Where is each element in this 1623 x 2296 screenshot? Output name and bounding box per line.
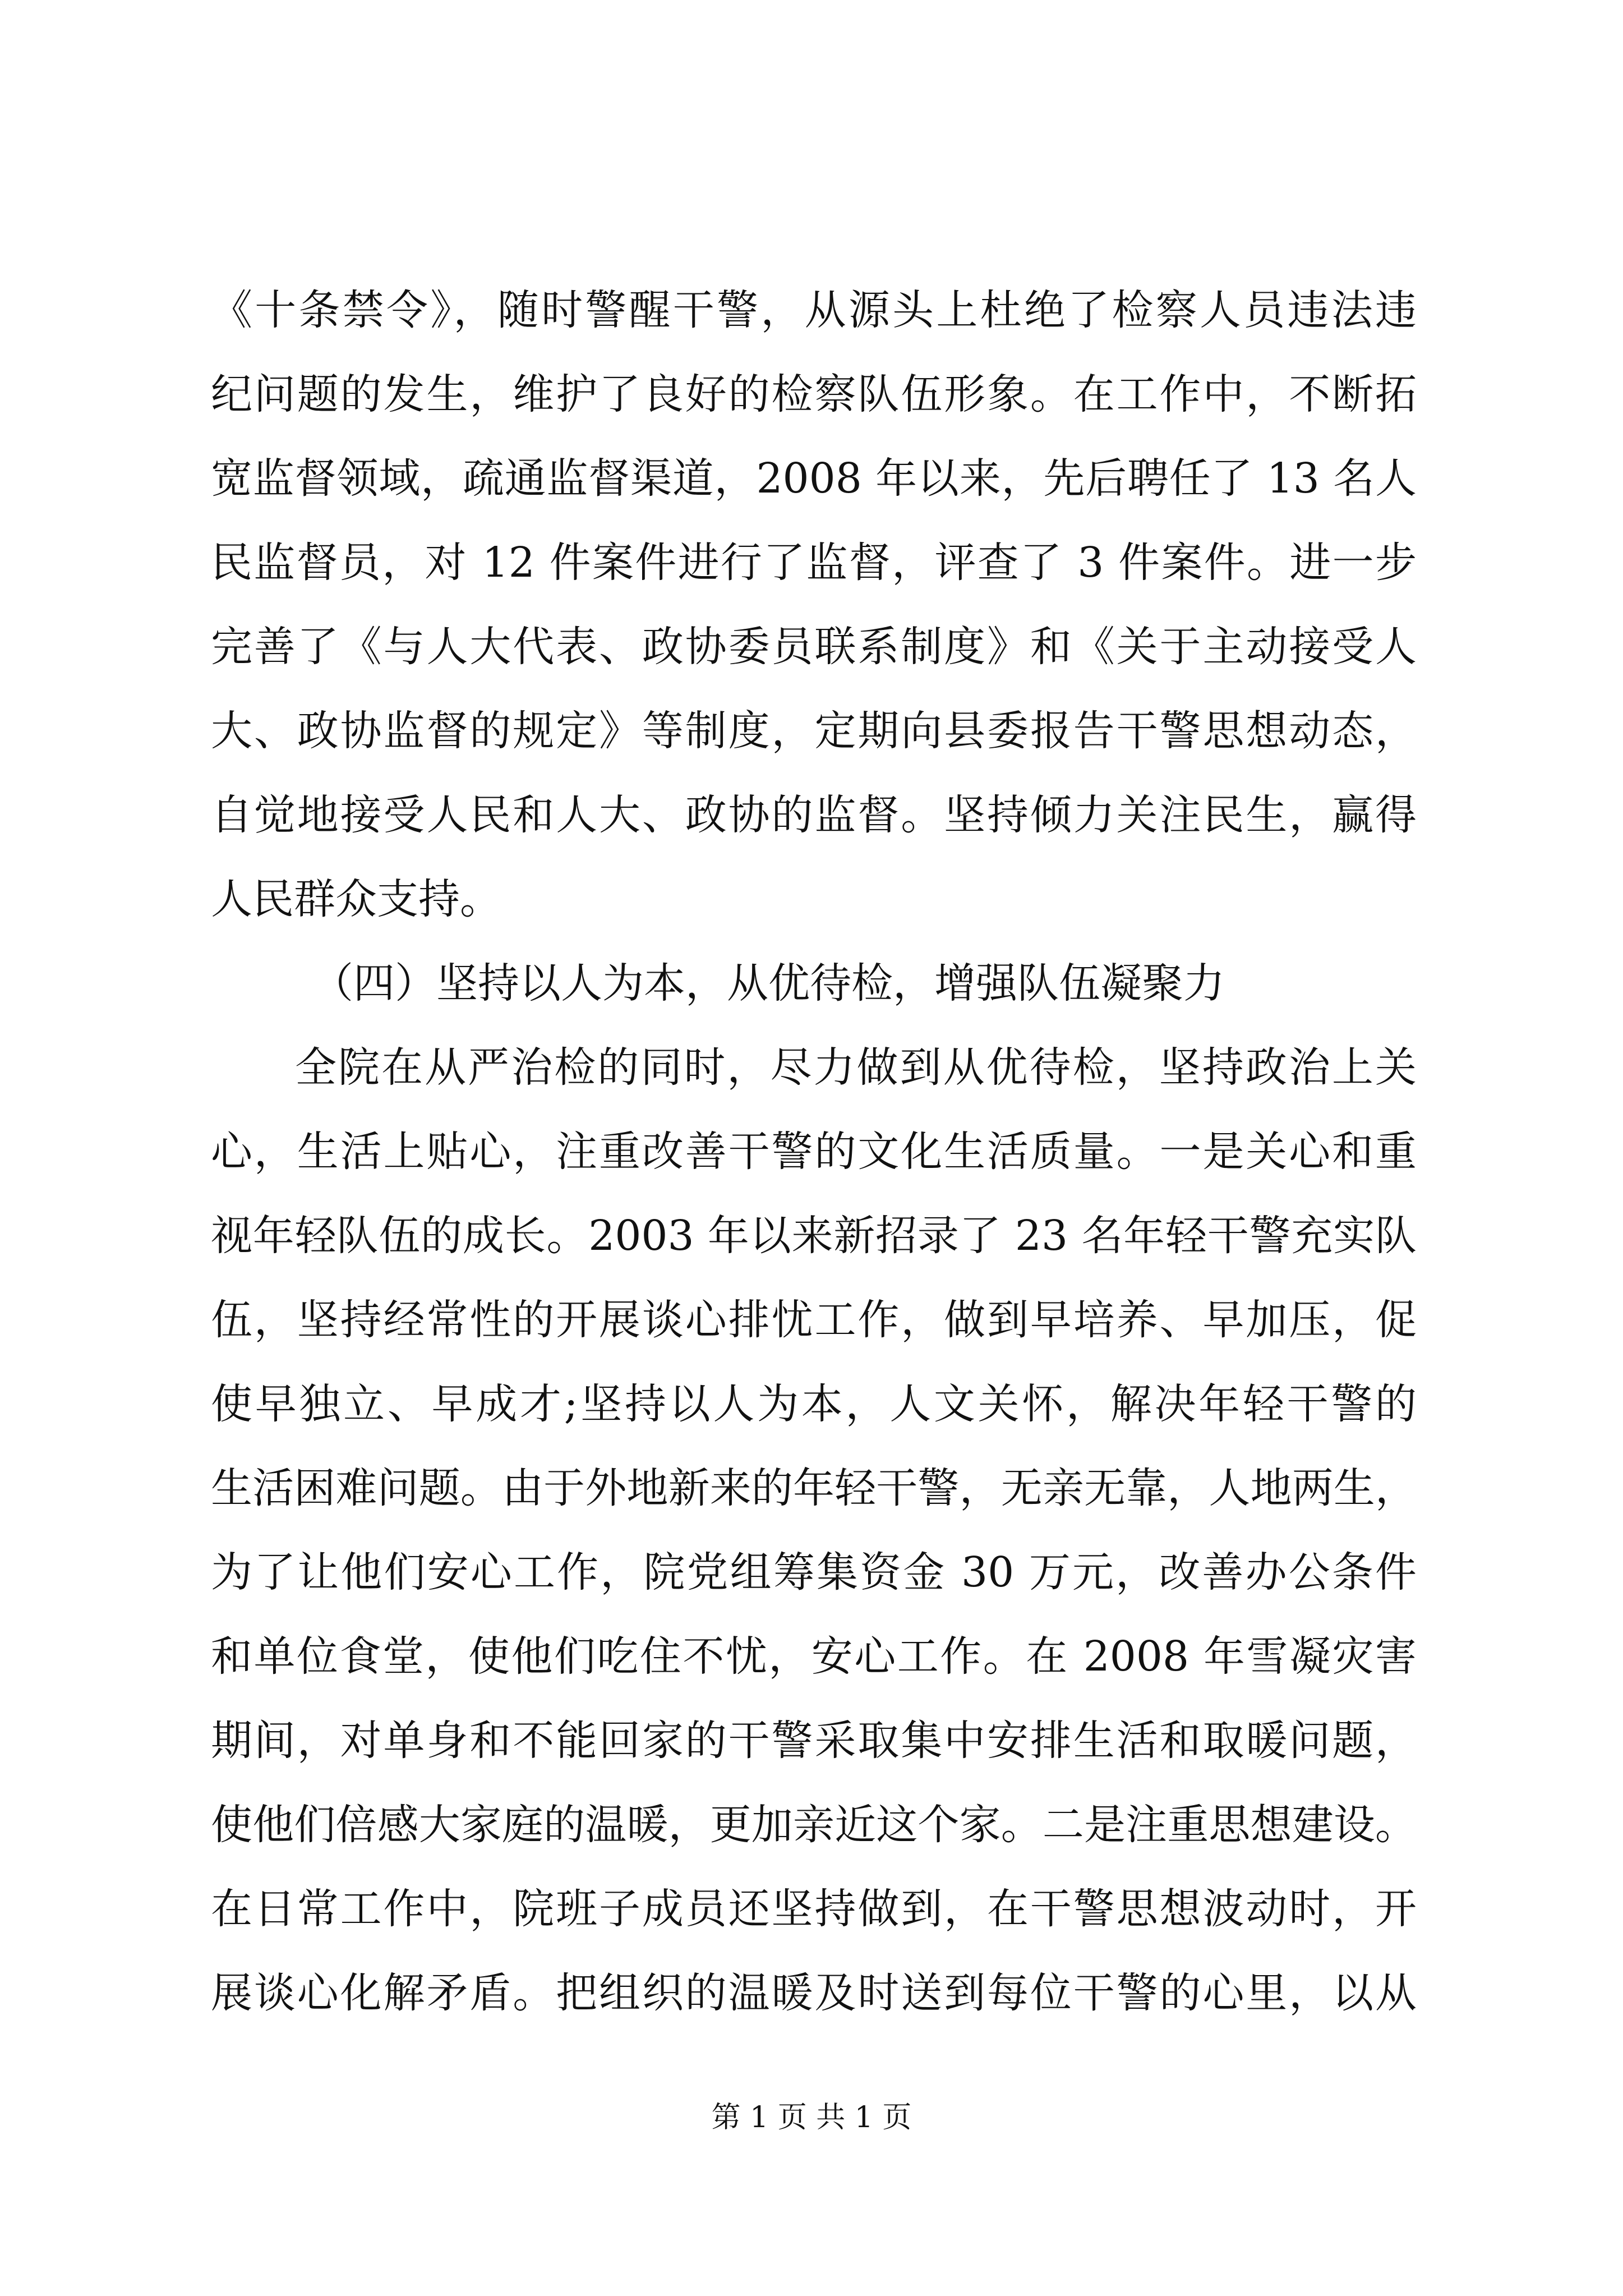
text-line: 在日常工作中，院班子成员还坚持做到，在干警思想波动时，开 [211, 1885, 1417, 1933]
text-line: 伍，坚持经常性的开展谈心排忧工作，做到早培养、早加压，促 [211, 1296, 1417, 1344]
section-heading: （四）坚持以人为本，从优待检，增强队伍凝聚力 [312, 959, 1225, 1007]
text-line: 和单位食堂，使他们吃住不忧，安心工作。在 2008 年雪凝灾害 [211, 1632, 1417, 1681]
paragraph-start-line: 全院在从严治检的同时，尽力做到从优待检，坚持政治上关 [295, 1043, 1417, 1092]
text-line: 大、政协监督的规定》等制度，定期向县委报告干警思想动态， [211, 707, 1417, 755]
text-line: 视年轻队伍的成长。2003 年以来新招录了 23 名年轻干警充实队 [211, 1212, 1417, 1260]
text-line: 使早独立、早成才;坚持以人为本，人文关怀，解决年轻干警的 [211, 1380, 1417, 1428]
text-line: 民监督员，对 12 件案件进行了监督，评查了 3 件案件。进一步 [211, 539, 1417, 587]
text-line: 使他们倍感大家庭的温暖，更加亲近这个家。二是注重思想建设。 [211, 1801, 1417, 1849]
text-line: 自觉地接受人民和人大、政协的监督。坚持倾力关注民生，赢得 [211, 791, 1417, 839]
text-line: 完善了《与人大代表、政协委员联系制度》和《关于主动接受人 [211, 623, 1417, 671]
document-body [211, 268, 1417, 2035]
text-line: 生活困难问题。由于外地新来的年轻干警，无亲无靠，人地两生， [211, 1464, 1417, 1512]
text-line: 《十条禁令》，随时警醒干警，从源头上杜绝了检察人员违法违 [211, 286, 1417, 334]
page-footer: 第 1 页 共 1 页 [711, 2101, 912, 2134]
text-line: 期间，对单身和不能回家的干警采取集中安排生活和取暖问题， [211, 1717, 1417, 1765]
text-line: 宽监督领域，疏通监督渠道，2008 年以来，先后聘任了 13 名人 [211, 454, 1417, 503]
text-line: 纪问题的发生，维护了良好的检察队伍形象。在工作中，不断拓 [211, 370, 1417, 418]
text-line: 人民群众支持。 [211, 875, 501, 923]
text-line: 为了让他们安心工作，院党组筹集资金 30 万元，改善办公条件 [211, 1548, 1417, 1596]
text-line: 心，生活上贴心，注重改善干警的文化生活质量。一是关心和重 [211, 1128, 1417, 1176]
text-line: 展谈心化解矛盾。把组织的温暖及时送到每位干警的心里，以从 [211, 1969, 1417, 2017]
